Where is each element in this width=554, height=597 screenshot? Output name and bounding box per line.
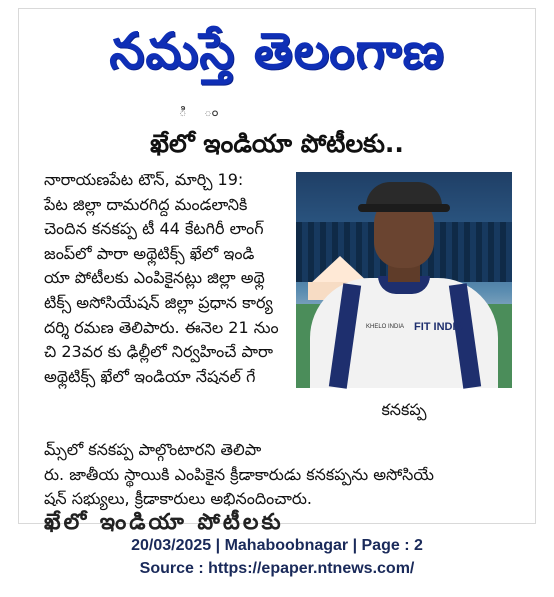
shirt-logo-fit-india: FIT INDIA xyxy=(414,321,464,333)
photo-caption: కనకప్ప xyxy=(381,400,427,419)
body-line: యా పోటీలకు ఎంపికైనట్లు జిల్లా అథ్లె xyxy=(44,268,265,288)
article-headline: ఖేలో ఇండియా పోటీలకు.. xyxy=(150,129,404,158)
cutoff-next-headline: ఖేలో ఇండియా పోటీలకు xyxy=(44,510,284,535)
athlete-photo xyxy=(296,172,512,388)
body-line: జంప్‌లో పారా అథ్లెటిక్స్ ఖేలో ఇండి xyxy=(44,243,255,263)
cap-brim xyxy=(358,204,450,212)
article-body-full-width xyxy=(44,438,510,512)
footer-source-link[interactable]: Source : https://epaper.ntnews.com/ xyxy=(139,560,415,577)
body-line: రు. జాతీయ స్థాయికి ఎంపికైన క్రీడాకారుడు కనకప్పను అసోసియే xyxy=(44,464,434,484)
footer-date-edition: 20/03/2025 | Mahaboobnagar | Page : 2 xyxy=(131,537,423,554)
body-line: చి 23వర కు ఢిల్లీలో నిర్వహించే పారా xyxy=(44,342,273,362)
body-line: టిక్స్ అసోసియేషన్ జిల్లా ప్రధాన కార్య xyxy=(44,292,273,312)
body-line: చెందిన కనకప్ప టీ 44 కేటగిరీ లాంగ్ xyxy=(44,219,264,239)
body-line: మ్స్‌లో కనకప్ప పాల్గొంటారని తెలిపా xyxy=(44,440,262,459)
article-body-column xyxy=(44,168,288,389)
body-line: పేట జిల్లా దామరగిద్ద మండలానికి xyxy=(44,194,248,214)
body-line: నారాయణపేట టౌన్, మార్చి 19: xyxy=(44,170,244,189)
shirt-logo-left: KHELO INDIA xyxy=(366,324,405,330)
newspaper-masthead: నమస్తే తెలంగాణ xyxy=(109,21,445,80)
body-line: దర్శి రమణ తెలిపారు. ఈనెల 21 నుం xyxy=(44,317,279,337)
body-line: షన్ సభ్యులు, క్రీడాకారులు అభినందించారు. xyxy=(44,489,312,509)
body-line: అథ్లెటిక్స్ ఖేలో ఇండియా నేషనల్ గే xyxy=(44,366,256,386)
stray-glyphs: ి ం xyxy=(179,105,233,120)
